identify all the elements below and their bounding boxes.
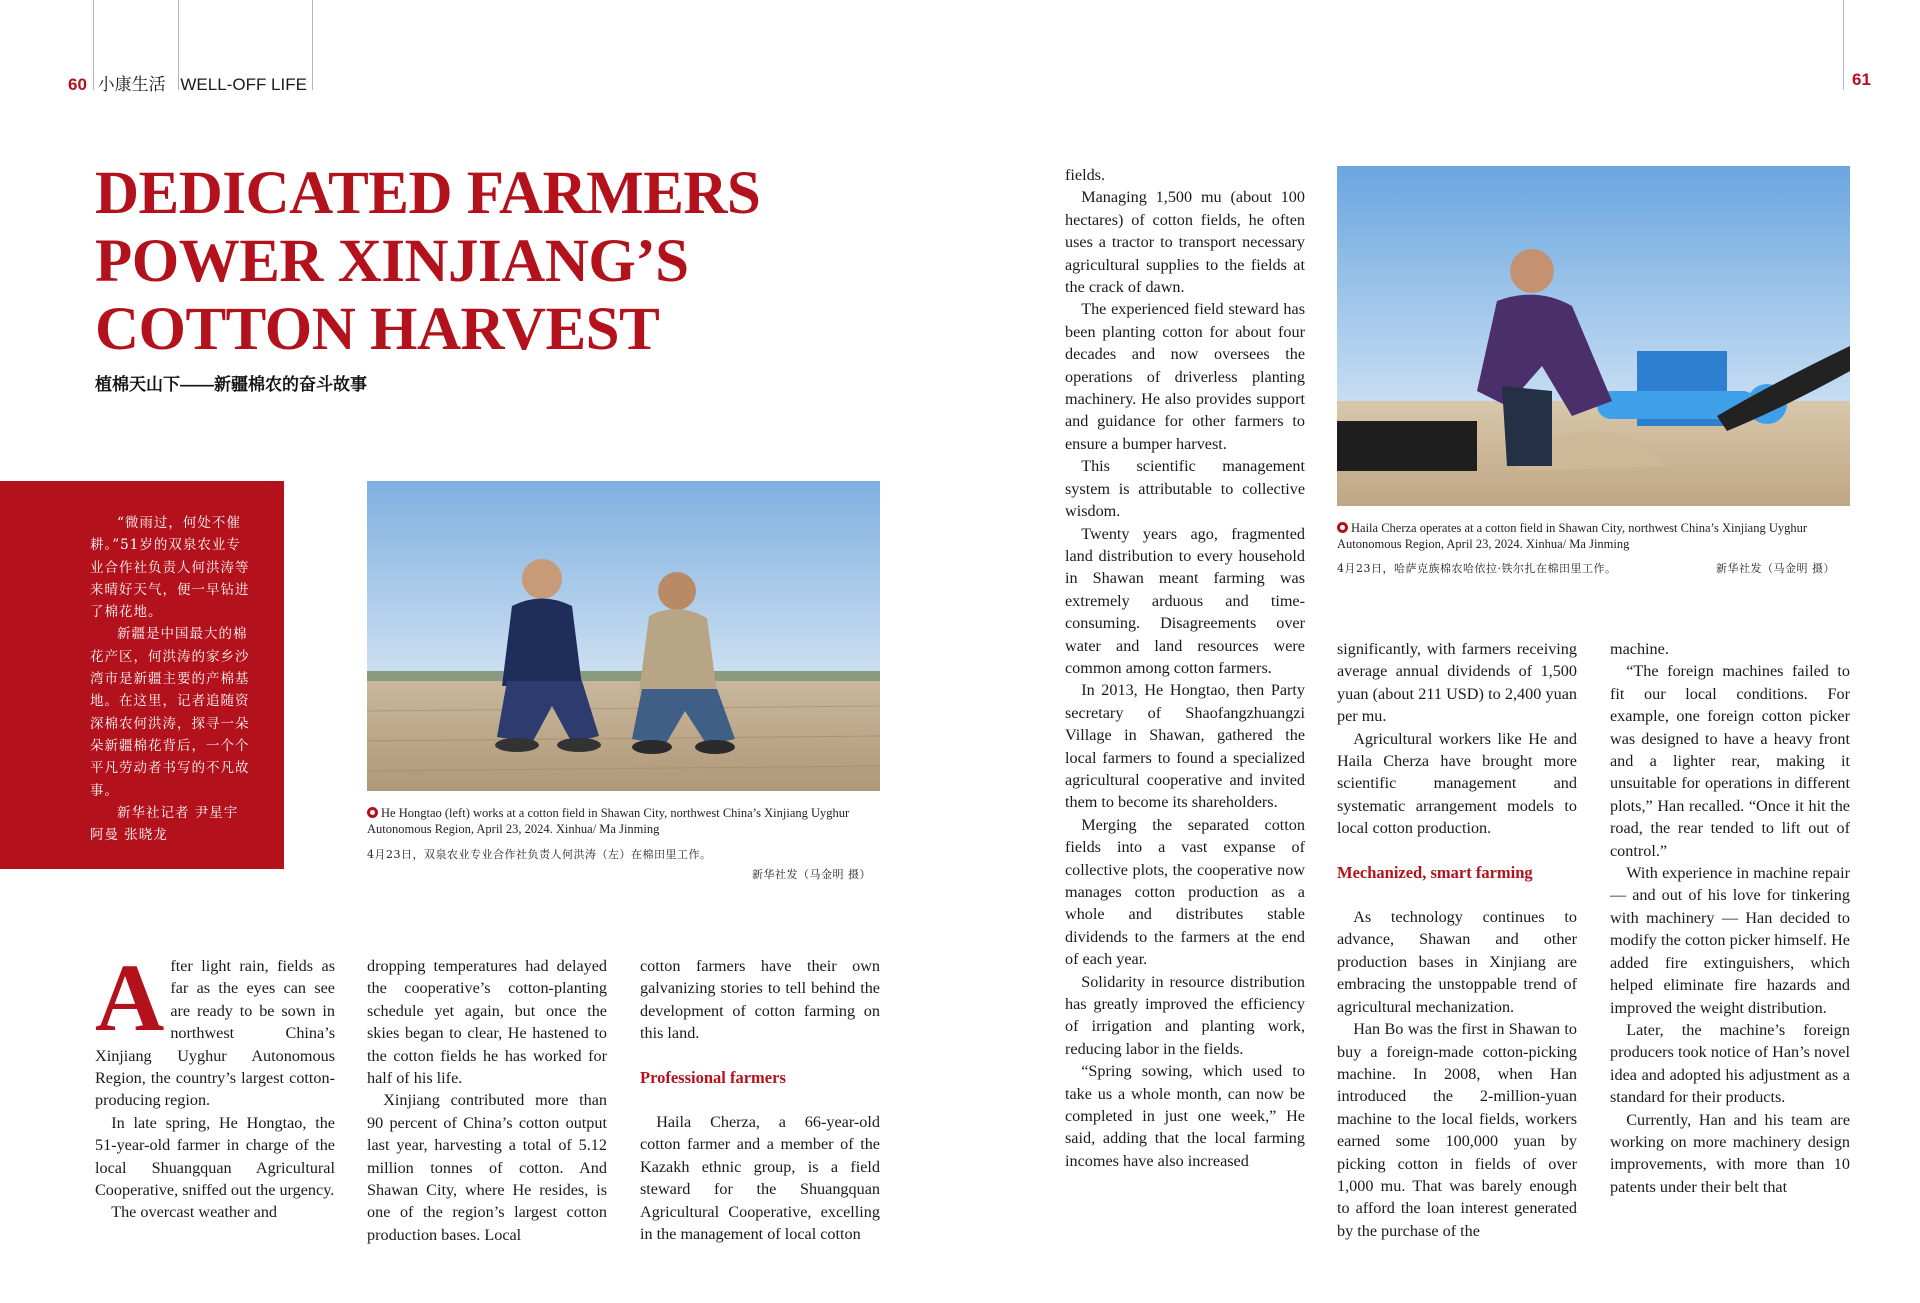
- body-column-3: [640, 955, 880, 1245]
- body-column-6: [1610, 638, 1850, 1198]
- page-number-left: 60: [68, 75, 87, 94]
- photo2-credit-cn: 新华社发（马金明 摄）: [1716, 562, 1835, 575]
- camera-icon: [1337, 522, 1348, 533]
- drop-cap: A: [95, 944, 165, 1051]
- section-name-cn: 小康生活: [97, 75, 166, 94]
- body-paragraph: Merging the separated cotton fields into a vast expanse of collective plots, the cooperative now manages cotton production as a whole and distributes stable dividends to the farmers at the end of each year.: [1065, 815, 1305, 969]
- header-rule: [1843, 0, 1844, 90]
- intro-text-cn: [90, 512, 250, 846]
- intro-paragraph: “微雨过，何处不催耕。”51岁的双泉农业专业合作社负责人何洪涛等来晴好天气，便一早钻进了棉花地。: [90, 515, 250, 621]
- body-paragraph: The experienced field steward has been planting cotton for about four decades and now oversees the operations of driverless planting machinery. He also provides support and guidance for other farmers to ensure a bumper harvest.: [1065, 300, 1305, 453]
- body-paragraph: Haila Cherza, a 66-year-old cotton farmer and a member of the Kazakh ethnic group, is a field steward for the Shuangquan Agricultural Cooperative, excelling in the management of local cotton: [640, 1113, 880, 1244]
- body-column-1: [95, 944, 335, 1224]
- intro-paragraph: 新疆是中国最大的棉花产区，何洪涛的家乡沙湾市是新疆主要的产棉基地。在这里，记者追随资深棉农何洪涛，探寻一朵朵新疆棉花背后，一个个平凡劳动者书写的不凡故事。: [90, 626, 250, 799]
- photo2-caption-en: Haila Cherza operates at a cotton field in Shawan City, northwest China’s Xinjiang Uyghur Autonomous Region, April 23, 2024. Xinhua/ Ma Jinming: [1337, 521, 1808, 551]
- body-paragraph: “Spring sowing, which used to take us a whole month, can now be completed in just one week,” He said, adding that the local farming incomes have also increased: [1065, 1062, 1305, 1170]
- title-line: COTTON HARVEST: [95, 296, 660, 363]
- body-paragraph: machine.: [1610, 640, 1669, 658]
- body-paragraph: After light rain, fields as far as the eyes can see are ready to be sown in northwest China’s Xinjiang Uyghur Autonomous Region, the country’s largest cotton-producing region.: [95, 944, 335, 1110]
- body-paragraph: Currently, Han and his team are working on more machinery design improvements, with more than 10 patents under their belt that: [1610, 1110, 1850, 1196]
- body-paragraph: Later, the machine’s foreign producers took notice of Han’s novel idea and adopted his adjustment as a standard for their products.: [1610, 1020, 1850, 1107]
- body-paragraph: “The foreign machines failed to fit our local conditions. For example, one foreign cotton picker was designed to have a heavy front and a lighter rear, making it unsuitable for operations in different plots,” Han recalled. “Once it hit the road, the rear tended to lift out of control.”: [1610, 662, 1850, 860]
- body-paragraph: Twenty years ago, fragmented land distribution to every household in Shawan meant farming was extremely arduous and time-consuming. Disagreements over water and land resources were common among cotton farmers.: [1065, 524, 1305, 677]
- photo1-caption-en: He Hongtao (left) works at a cotton field in Shawan City, northwest China’s Xinjiang Uyghur Autonomous Region, April 23, 2024. Xinhua/ Ma Jinming: [367, 806, 850, 836]
- photo-farmers-crouching: [367, 481, 880, 791]
- body-paragraph: fields.: [1065, 166, 1106, 184]
- body-column-5: [1337, 638, 1577, 1242]
- body-column-2: [367, 955, 607, 1246]
- body-paragraph: As technology continues to advance, Shawan and other production bases in Xinjiang are embracing the unstoppable trend of agricultural mechanization.: [1337, 908, 1577, 1016]
- title-line: DEDICATED FARMERS: [95, 160, 761, 227]
- body-paragraph: dropping temperatures had delayed the cooperative’s cotton-planting schedule yet again, but once the skies began to clear, He hastened to the cotton fields he has worked for half of his life.: [367, 957, 607, 1088]
- header-rule: [312, 0, 313, 90]
- body-paragraph: significantly, with farmers receiving average annual dividends of 1,500 yuan (about 211 USD) to 2,400 yuan per mu.: [1337, 640, 1577, 726]
- body-paragraph: Han Bo was the first in Shawan to buy a foreign-made cotton-picking machine. In 2008, when Han introduced the 2-million-yuan machine to the local fields, workers earned some 100,000 yuan by picking cotton in fields of over 1,000 mu. That was barely enough to afford the loan interest generated by the purchase of the: [1337, 1020, 1577, 1240]
- section-name-en: WELL-OFF LIFE: [180, 75, 307, 94]
- body-paragraph: This scientific management system is attributable to collective wisdom.: [1065, 457, 1305, 521]
- body-paragraph: With experience in machine repair— and out of his love for tinkering with machinery — Han decided to modify the cotton picker himself. He added fire extinguishers, which helped eliminate fire hazards and improved the weight distribution.: [1610, 864, 1850, 1017]
- body-paragraph: Managing 1,500 mu (about 100 hectares) of cotton fields, he often uses a tractor to transport necessary agricultural supplies to the fields at the crack of dawn.: [1065, 188, 1305, 297]
- body-paragraph: Agricultural workers like He and Haila Cherza have brought more scientific management and systematic arrangement models to local cotton production.: [1337, 729, 1577, 838]
- body-paragraph: cotton farmers have their own galvanizing stories to tell behind the development of cotton farming on this land.: [640, 957, 880, 1043]
- section-heading: Professional farmers: [640, 1067, 786, 1087]
- body-column-4: [1065, 164, 1305, 1172]
- page-number-right: 61: [1852, 70, 1871, 89]
- body-paragraph: In 2013, He Hongtao, then Party secretary of Shaofangzhuangzi Village in Shawan, gathered the local farmers to found a specialized agricultural cooperative and invited them to become its shareholders.: [1065, 681, 1305, 812]
- body-paragraph: In late spring, He Hongtao, the 51-year-old farmer in charge of the local Shuangquan Agricultural Cooperative, sniffed out the urgency.: [95, 1113, 335, 1200]
- photo-farmer-with-pump: [1337, 166, 1850, 506]
- title-line: POWER XINJIANG’S: [95, 228, 689, 295]
- body-paragraph: Solidarity in resource distribution has greatly improved the efficiency of irrigation and planting work, reducing labor in the fields.: [1065, 972, 1305, 1058]
- intro-byline: 新华社记者 尹星宇 阿曼 张晓龙: [90, 804, 239, 844]
- photo1-caption-cn: 4月23日，双泉农业专业合作社负责人何洪涛（左）在棉田里工作。: [367, 848, 712, 861]
- article-subtitle-cn: 植棉天山下——新疆棉农的奋斗故事: [95, 375, 367, 394]
- photo2-caption-cn: 4月23日，哈萨克族棉农哈依拉·铁尔扎在棉田里工作。: [1337, 562, 1617, 575]
- body-paragraph: The overcast weather and: [111, 1203, 278, 1222]
- body-paragraph: Xinjiang contributed more than 90 percent of China’s cotton output last year, harvesting a total of 5.12 million tonnes of cotton. And Shawan City, where He resides, is one of the region’s largest cotton production bases. Local: [367, 1091, 607, 1244]
- section-heading: Mechanized, smart farming: [1337, 862, 1533, 882]
- camera-icon: [367, 807, 378, 818]
- photo1-credit-cn: 新华社发（马金明 摄）: [752, 868, 871, 881]
- running-header-left: [68, 70, 307, 95]
- article-title: [95, 160, 775, 364]
